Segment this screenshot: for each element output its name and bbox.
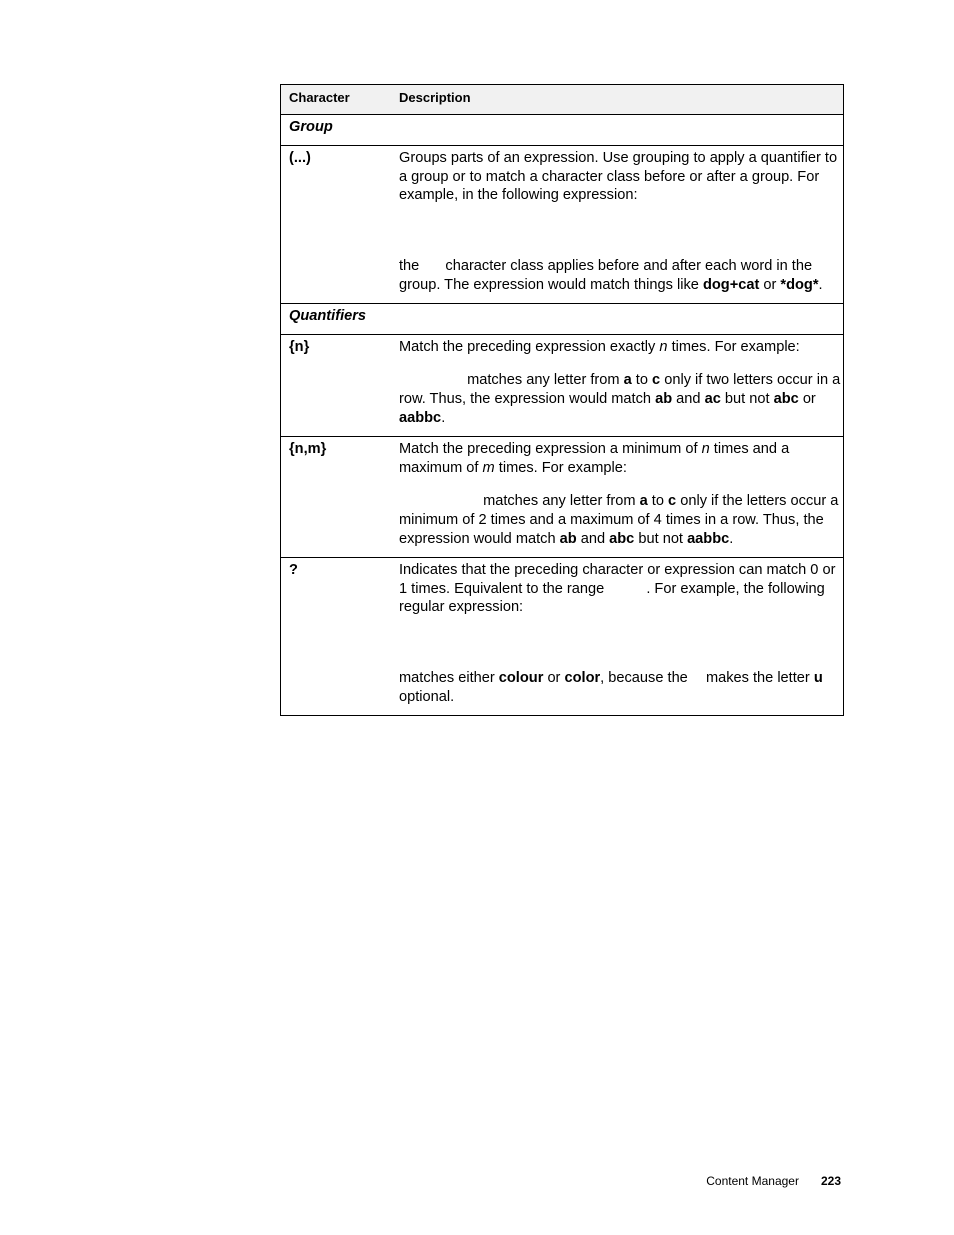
- description-text: Indicates that the preceding character or expression can match 0 or 1 times. Equivalent to the range . For example, the following regular expression:: [399, 561, 836, 616]
- section-row-group: [281, 115, 844, 146]
- table-row: [281, 557, 844, 715]
- table-header-row: [281, 85, 844, 115]
- description-text: matches either colour or color, because the makes the letter u optional.: [399, 670, 823, 705]
- description-cell: [399, 334, 844, 436]
- section-title-group: Group: [281, 115, 844, 146]
- description-text: the character class applies before and after each word in the group. The expression would match things like dog+cat or *dog*.: [399, 258, 823, 293]
- description-text: Groups parts of an expression. Use grouping to apply a quantifier to a group or to match a character class before or after a group. For example, in the following expression:: [399, 149, 838, 204]
- char-cell: [281, 334, 400, 436]
- description-cell: [399, 557, 844, 715]
- header-character: Character: [281, 85, 400, 115]
- char-label: (...): [289, 149, 311, 166]
- char-label: {n,m}: [289, 440, 327, 457]
- description-text: Match the preceding expression exactly n times. For example:: [399, 338, 800, 355]
- description-cell: [399, 436, 844, 557]
- char-cell: [281, 436, 400, 557]
- footer-label: Content Manager: [706, 1174, 799, 1188]
- description-text: Match the preceding expression a minimum of n times and a maximum of m times. For example:: [399, 440, 790, 476]
- header-description: Description: [399, 85, 844, 115]
- regex-reference-table: [280, 84, 844, 716]
- table-row: [281, 436, 844, 557]
- char-label: {n}: [289, 338, 310, 355]
- char-label: ?: [289, 561, 298, 578]
- section-row-quantifiers: [281, 303, 844, 334]
- char-cell: [281, 557, 400, 715]
- table-row: [281, 334, 844, 436]
- description-text: matches any letter from a to c only if two letters occur in a row. Thus, the expression would match ab and ac but not abc or aabbc.: [399, 372, 841, 426]
- page-footer: [706, 1174, 841, 1188]
- description-cell: [399, 145, 844, 303]
- code-example-blank: [399, 617, 843, 669]
- section-title-quantifiers: Quantifiers: [281, 303, 844, 334]
- page-number: 223: [820, 1174, 841, 1188]
- code-example-blank: [399, 205, 843, 257]
- char-cell: [281, 145, 400, 303]
- description-text: matches any letter from a to c only if the letters occur a minimum of 2 times and a maximum of 4 times in a row. Thus, the expression would match ab and abc but not aabbc.: [399, 493, 839, 547]
- table-row: [281, 145, 844, 303]
